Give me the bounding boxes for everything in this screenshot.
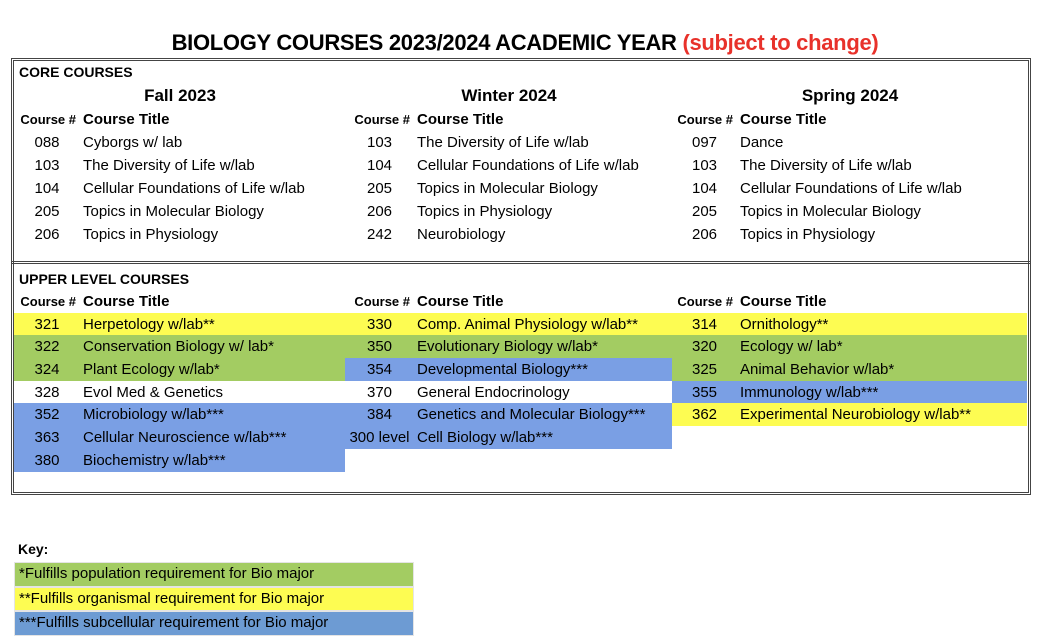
course-number: 384 [366,406,393,424]
course-number: 103 [34,157,60,174]
course-number: 206 [34,226,60,243]
core-column-0 [14,108,345,246]
column-header-row [672,108,1027,131]
course-title: Topics in Physiology [740,226,876,243]
course-row [672,223,1027,246]
course-row [345,381,672,404]
course-row [14,381,345,404]
course-number: 088 [34,134,60,151]
course-number-header: Course # [354,293,410,309]
course-row [345,177,672,200]
course-row [14,358,345,381]
key-item-org: **Fulfills organismal requirement for Bio major [14,587,414,612]
course-number: 104 [34,180,60,197]
core-column-1 [345,108,672,246]
course-title-header: Course Title [417,292,504,310]
course-number: 205 [366,180,393,197]
course-title: Experimental Neurobiology w/lab** [740,406,971,424]
course-title-header: Course Title [83,111,170,128]
course-number: 324 [34,360,60,378]
course-row [345,154,672,177]
course-title: Neurobiology [417,226,506,243]
course-title: Cellular Foundations of Life w/lab [417,157,639,174]
key-label: Key: [18,541,49,557]
course-title: Comp. Animal Physiology w/lab** [417,315,638,333]
course-title: Biochemistry w/lab*** [83,451,226,469]
course-number: 322 [34,338,60,356]
course-title: The Diversity of Life w/lab [417,134,589,151]
course-number: 206 [366,203,393,220]
column-header-row [14,290,345,313]
term-winter: Winter 2024 [461,86,557,105]
course-title: Topics in Molecular Biology [740,203,921,220]
course-number: 103 [366,134,393,151]
course-number: 205 [34,203,60,220]
course-title-header: Course Title [83,292,170,310]
title-note: (subject to change) [682,30,879,55]
course-number: 103 [691,157,718,174]
course-number: 350 [366,338,393,356]
course-title: Topics in Molecular Biology [417,180,598,197]
course-title: Cellular Foundations of Life w/lab [83,180,305,197]
course-number: 370 [366,383,393,401]
course-title: The Diversity of Life w/lab [740,157,912,174]
course-title: Microbiology w/lab*** [83,406,224,424]
course-row [672,403,1027,426]
course-title: Evol Med & Genetics [83,383,224,401]
course-number: 330 [366,315,393,333]
course-row [14,313,345,336]
course-title: Conservation Biology w/ lab* [83,338,274,356]
term-spring: Spring 2024 [801,86,899,105]
key-legend [14,562,414,636]
course-row [14,335,345,358]
course-number: 352 [34,406,60,424]
course-row [14,131,345,154]
course-number: 104 [366,157,393,174]
course-title: Genetics and Molecular Biology*** [417,406,646,424]
course-number: 242 [366,226,393,243]
course-row [345,426,672,449]
term-fall: Fall 2023 [144,86,216,105]
course-title: Cellular Neuroscience w/lab*** [83,428,287,446]
key-item-pop: *Fulfills population requirement for Bio major [14,562,414,587]
course-title: General Endocrinology [417,383,570,401]
course-number-header: Course # [677,112,733,127]
course-row [345,223,672,246]
course-number-header: Course # [354,112,410,127]
course-title: The Diversity of Life w/lab [83,157,255,174]
course-title: Topics in Physiology [83,226,219,243]
course-number: 300 level [349,428,410,446]
key-item-sub: ***Fulfills subcellular requirement for Bio major [14,611,414,636]
section-divider [11,261,1031,264]
course-row [672,131,1027,154]
course-number: 325 [691,360,718,378]
course-title: Topics in Physiology [417,203,553,220]
course-title: Developmental Biology*** [417,360,588,378]
course-title-header: Course Title [740,292,827,310]
course-title-header: Course Title [740,111,827,128]
column-header-row [14,108,345,131]
course-title: Evolutionary Biology w/lab* [417,338,598,356]
course-row [14,426,345,449]
course-title: Plant Ecology w/lab* [83,360,220,378]
course-title: Ecology w/ lab* [740,338,843,356]
course-number: 206 [691,226,718,243]
course-number: 354 [366,360,393,378]
course-row [14,200,345,223]
course-number-header: Course # [20,112,76,127]
upper-column-0 [14,290,345,472]
course-number: 362 [691,406,718,424]
course-title: Immunology w/lab*** [740,383,879,401]
course-row [345,335,672,358]
course-number: 320 [691,338,718,356]
course-title: Dance [740,134,784,151]
course-title: Cell Biology w/lab*** [417,428,553,446]
upper-column-1 [345,290,672,449]
course-number-header: Course # [20,293,76,309]
course-row [14,449,345,472]
column-header-row [672,290,1027,313]
course-number: 205 [691,203,718,220]
course-number: 097 [691,134,718,151]
course-row [672,154,1027,177]
course-row [672,200,1027,223]
column-header-row [345,290,672,313]
course-number-header: Course # [677,293,733,309]
page-title [0,30,1050,56]
course-title: Cellular Foundations of Life w/lab [740,180,962,197]
course-row [345,358,672,381]
course-number: 321 [34,315,60,333]
course-row [672,381,1027,404]
course-row [14,403,345,426]
course-row [345,131,672,154]
course-number: 328 [34,383,60,401]
course-title: Animal Behavior w/lab* [740,360,895,378]
course-row [672,358,1027,381]
course-row [345,200,672,223]
course-row [672,313,1027,336]
course-title: Herpetology w/lab** [83,315,215,333]
course-title: Cyborgs w/ lab [83,134,183,151]
upper-courses-label: UPPER LEVEL COURSES [19,271,190,287]
course-title: Topics in Molecular Biology [83,203,264,220]
upper-column-2 [672,290,1027,426]
course-title: Ornithology** [740,315,829,333]
core-column-2 [672,108,1027,246]
course-row [345,403,672,426]
course-title-header: Course Title [417,111,504,128]
course-number: 104 [691,180,718,197]
course-row [345,313,672,336]
course-row [14,177,345,200]
course-row [14,154,345,177]
course-row [672,335,1027,358]
course-row [14,223,345,246]
course-number: 355 [691,383,718,401]
course-number: 380 [34,451,60,469]
course-number: 363 [34,428,60,446]
title-main: BIOLOGY COURSES 2023/2024 ACADEMIC YEAR [171,30,677,55]
column-header-row [345,108,672,131]
course-row [672,177,1027,200]
core-courses-label: CORE COURSES [19,64,133,80]
course-number: 314 [691,315,718,333]
